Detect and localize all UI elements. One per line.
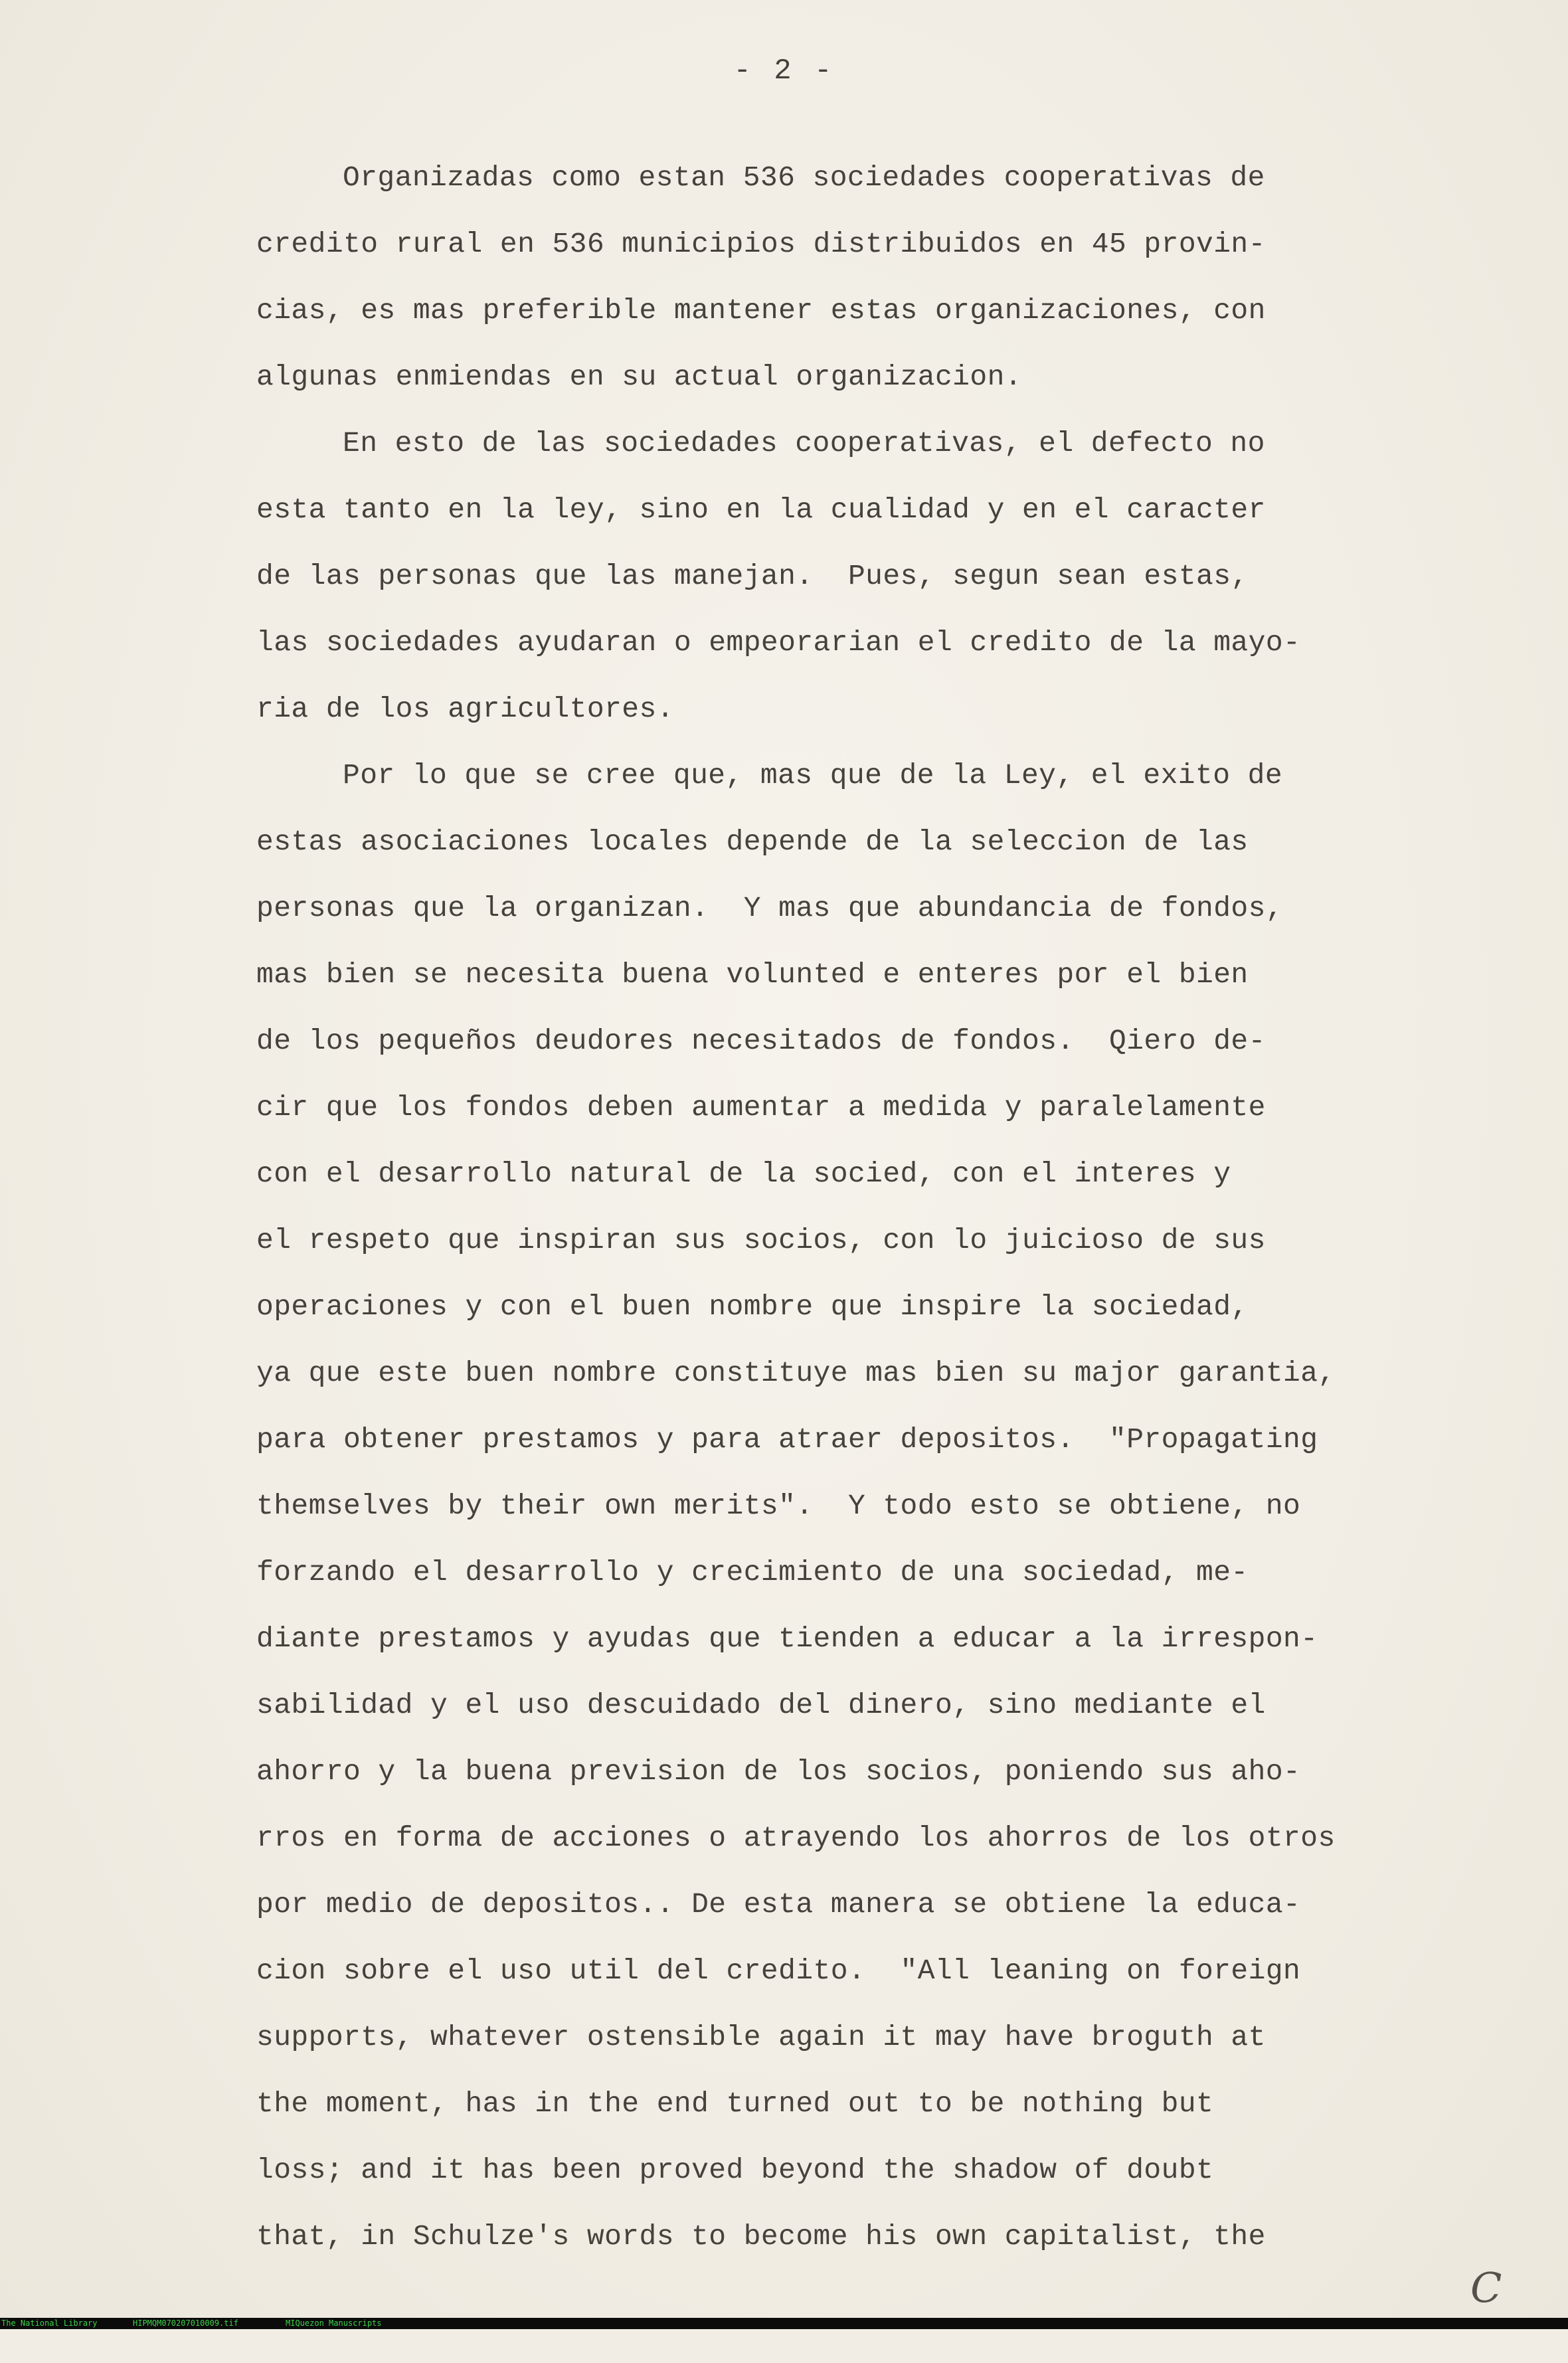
- text-line: operaciones y con el buen nombre que inspire la sociedad,: [256, 1290, 1249, 1323]
- text-line: con el desarrollo natural de la socied, con el interes y: [256, 1158, 1231, 1190]
- text-line: ahorro y la buena prevision de los socios, poniendo sus aho-: [256, 1755, 1301, 1788]
- text-line: Por lo que se cree que, mas que de la Ley, el exito de: [343, 759, 1283, 792]
- text-line: algunas enmiendas en su actual organizacion.: [256, 361, 1022, 393]
- text-line: de los pequeños deudores necesitados de fondos. Qiero de-: [256, 1025, 1266, 1057]
- archive-footer-bar: [0, 2318, 1568, 2329]
- text-line: supports, whatever ostensible again it may have broguth at: [256, 2021, 1266, 2054]
- text-line: the moment, has in the end turned out to be nothing but: [256, 2087, 1214, 2120]
- footer-collection: MIQuezon Manuscripts: [286, 2319, 382, 2328]
- text-line: loss; and it has been proved beyond the shadow of doubt: [256, 2154, 1214, 2186]
- text-line: personas que la organizan. Y mas que abundancia de fondos,: [256, 892, 1284, 924]
- text-line: En esto de las sociedades cooperativas, el defecto no: [343, 427, 1265, 460]
- text-line: cion sobre el uso util del credito. "All leaning on foreign: [256, 1955, 1301, 1987]
- text-line: de las personas que las manejan. Pues, segun sean estas,: [256, 560, 1249, 592]
- text-line: credito rural en 536 municipios distribuidos en 45 provin-: [256, 228, 1266, 260]
- text-line: Organizadas como estan 536 sociedades cooperativas de: [343, 161, 1265, 194]
- text-line: esta tanto en la ley, sino en la cualidad y en el caracter: [256, 493, 1266, 526]
- text-line: ya que este buen nombre constituye mas bien su major garantia,: [256, 1357, 1336, 1389]
- footer-file: HIPMQM070207010009.tif: [133, 2319, 238, 2328]
- text-line: el respeto que inspiran sus socios, con lo juicioso de sus: [256, 1224, 1266, 1257]
- text-line: sabilidad y el uso descuidado del dinero, sino mediante el: [256, 1689, 1266, 1721]
- text-line: ria de los agricultores.: [256, 693, 674, 725]
- text-line: that, in Schulze's words to become his own capitalist, the: [256, 2220, 1266, 2253]
- text-line: diante prestamos y ayudas que tienden a educar a la irrespon-: [256, 1622, 1318, 1655]
- text-line: estas asociaciones locales depende de la seleccion de las: [256, 826, 1249, 858]
- text-line: rros en forma de acciones o atrayendo los ahorros de los otros: [256, 1822, 1336, 1854]
- text-line: mas bien se necesita buena volunted e enteres por el bien: [256, 958, 1249, 991]
- text-line: cir que los fondos deben aumentar a medida y paralelamente: [256, 1091, 1266, 1124]
- text-line: cias, es mas preferible mantener estas organizaciones, con: [256, 294, 1266, 327]
- text-line: por medio de depositos.. De esta manera se obtiene la educa-: [256, 1888, 1301, 1921]
- handwritten-corner-mark: C: [1470, 2263, 1502, 2312]
- text-line: las sociedades ayudaran o empeorarian el credito de la mayo-: [256, 626, 1301, 659]
- footer-library: The National Library: [1, 2319, 98, 2328]
- typed-body-text: [256, 145, 1336, 2270]
- text-line: themselves by their own merits". Y todo esto se obtiene, no: [256, 1490, 1301, 1522]
- text-line: forzando el desarrollo y crecimiento de una sociedad, me-: [256, 1556, 1249, 1589]
- text-line: para obtener prestamos y para atraer depositos. "Propagating: [256, 1423, 1318, 1456]
- page-number: - 2 -: [733, 54, 835, 88]
